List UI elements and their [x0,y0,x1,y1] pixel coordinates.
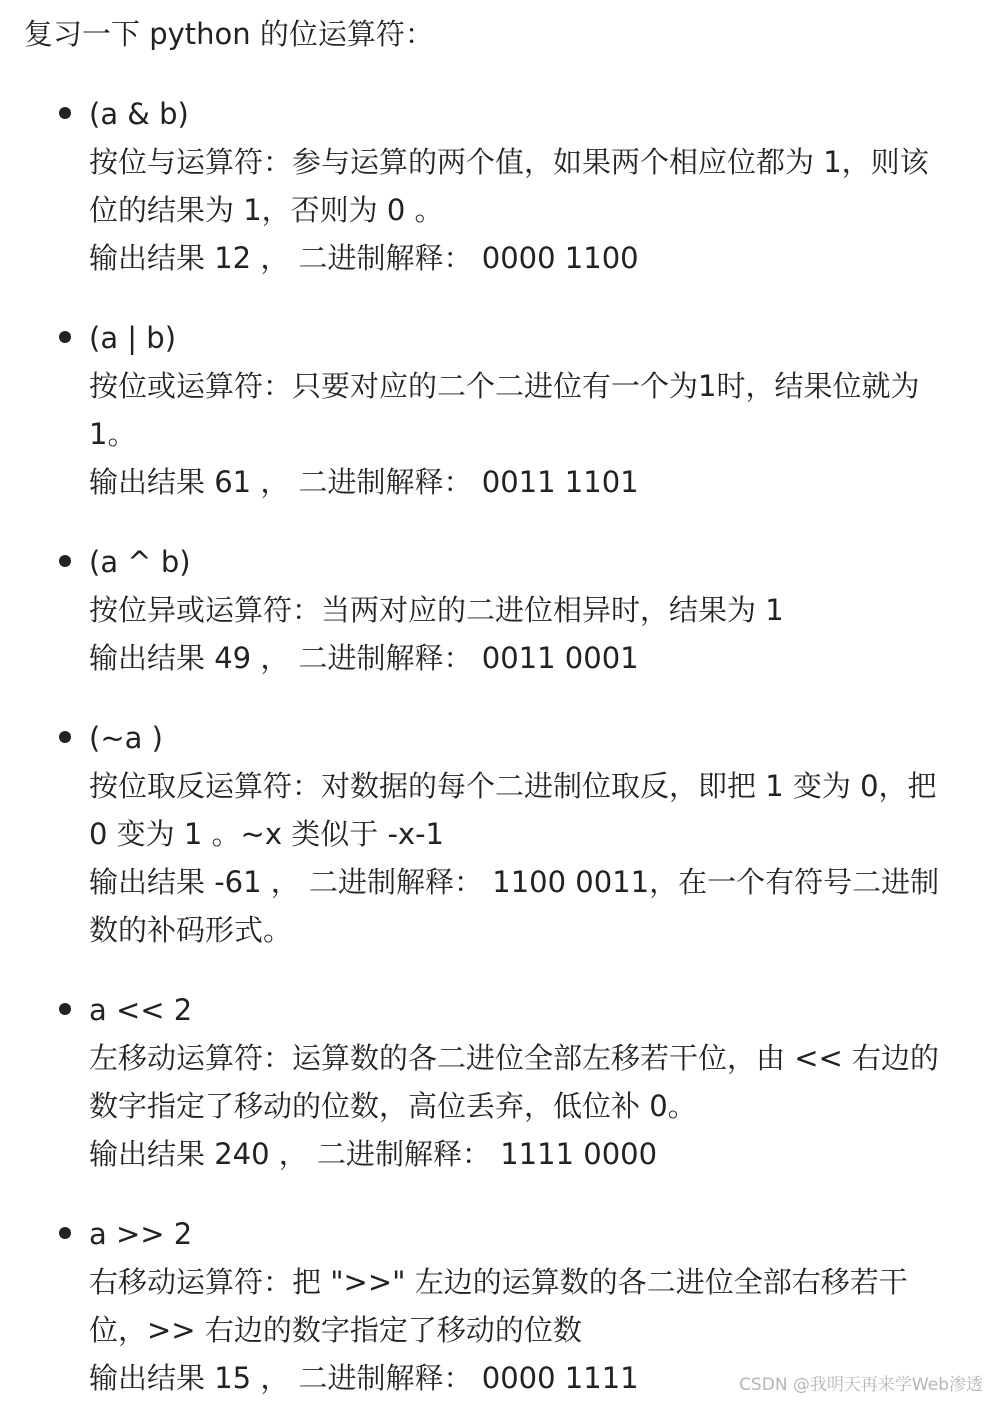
operator-description: 按位异或运算符：当两对应的二进位相异时，结果为 1 [89,593,784,627]
operator-output: 输出结果 -61 ， 二进制解释： 1100 0011，在一个有符号二进制数的补码形式。 [89,865,940,947]
operator-output: 输出结果 12 ， 二进制解释： 0000 1100 [89,241,639,275]
watermark: CSDN @我明天再来学Web渗透 [739,1375,983,1395]
operator-description: 按位或运算符：只要对应的二个二进位有一个为1时，结果位就为1。 [89,369,920,451]
operator-output: 输出结果 240 ， 二进制解释： 1111 0000 [89,1137,658,1171]
operator-expression: a << 2 [89,993,193,1027]
operator-expression: (~a ) [89,721,163,755]
operator-output: 输出结果 15 ， 二进制解释： 0000 1111 [89,1361,639,1395]
intro-text: 复习一下 python 的位运算符： [24,17,434,51]
operator-expression: (a & b) [89,97,189,131]
operator-description: 左移动运算符：运算数的各二进位全部左移若干位，由 << 右边的数字指定了移动的位数，高位丢弃，低位补 0。 [89,1041,940,1123]
bullet-icon [59,731,71,743]
operator-expression: (a | b) [89,321,177,355]
operator-expression: a >> 2 [89,1217,193,1251]
bullet-icon [59,555,71,567]
operator-output: 输出结果 49 ， 二进制解释： 0011 0001 [89,641,639,675]
bullet-icon [59,331,71,343]
bullet-icon [59,1227,71,1239]
operator-output: 输出结果 61 ， 二进制解释： 0011 1101 [89,465,639,499]
operator-description: 按位与运算符：参与运算的两个值，如果两个相应位都为 1，则该位的结果为 1，否则为 0 。 [89,145,929,227]
bullet-icon [59,107,71,119]
operator-description: 右移动运算符：把 ">>" 左边的运算数的各二进位全部右移若干位，>> 右边的数字指定了移动的位数 [89,1265,908,1347]
operator-expression: (a ^ b) [89,545,191,579]
operator-description: 按位取反运算符：对数据的每个二进制位取反，即把 1 变为 0，把 0 变为 1 。~x 类似于 -x-1 [89,769,937,851]
bullet-icon [59,1003,71,1015]
